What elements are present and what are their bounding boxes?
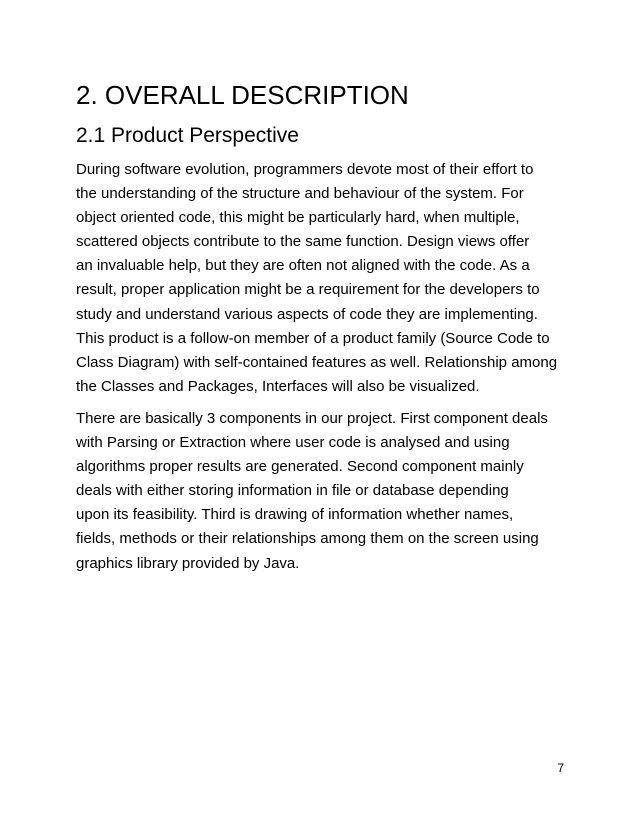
page-number: 7 (557, 761, 564, 775)
subsection-heading: 2.1 Product Perspective (76, 124, 299, 147)
section-heading: 2. OVERALL DESCRIPTION (76, 80, 409, 110)
paragraph-components: There are basically 3 components in our project. First component deals with Parsing or Extraction where user code is analysed and using algorithms proper results are generated. Second component mainly deals with either storing information in file or database depending upon its feasibility. Third is drawing of information whether names, fields, methods or their relationships among them on the screen using graphics library provided by Java. (76, 409, 548, 572)
page-content (76, 78, 572, 576)
paragraph-product-perspective: During software evolution, programmers devote most of their effort to the understanding of the structure and behaviour of the system. For object oriented code, this might be particularly hard, when multiple, scattered objects contribute to the same function. Design views offer an invaluable help, but they are often not aligned with the code. As a result, proper application might be a requirement for the developers to study and understand various aspects of code they are implementing. This product is a follow-on member of a product family (Source Code to Class Diagram) with self-contained features as well. Relationship among the Classes and Packages, Interfaces will also be visualized. (76, 161, 558, 395)
